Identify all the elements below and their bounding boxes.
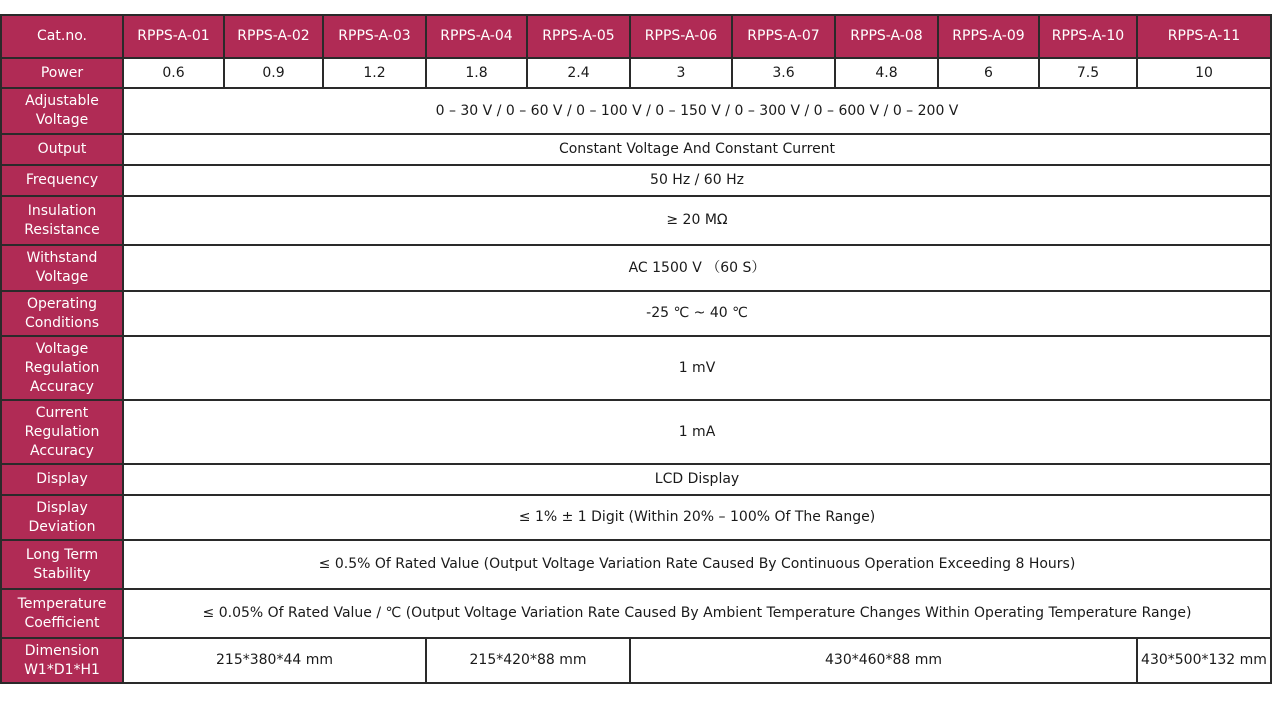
long-term-stability-row bbox=[1, 540, 1271, 589]
output-value: Constant Voltage And Constant Current bbox=[123, 134, 1271, 165]
power-value: 6 bbox=[938, 58, 1039, 88]
insulation-resistance-value: ≥ 20 MΩ bbox=[123, 196, 1271, 245]
spec-table bbox=[0, 14, 1272, 684]
power-label: Power bbox=[1, 58, 123, 88]
withstand-voltage-value: AC 1500 V （60 S） bbox=[123, 245, 1271, 291]
display-value: LCD Display bbox=[123, 464, 1271, 495]
voltage-regulation-label: Voltage Regulation Accuracy bbox=[1, 336, 123, 400]
display-deviation-value: ≤ 1% ± 1 Digit (Within 20% – 100% Of The Range) bbox=[123, 495, 1271, 540]
display-deviation-row bbox=[1, 495, 1271, 540]
long-term-stability-value: ≤ 0.5% Of Rated Value (Output Voltage Variation Rate Caused By Continuous Operation Exceeding 8 Hours) bbox=[123, 540, 1271, 589]
header-cell: RPPS-A-04 bbox=[426, 15, 527, 58]
voltage-regulation-value: 1 mV bbox=[123, 336, 1271, 400]
adjustable-voltage-value: 0 – 30 V / 0 – 60 V / 0 – 100 V / 0 – 150 V / 0 – 300 V / 0 – 600 V / 0 – 200 V bbox=[123, 88, 1271, 134]
header-cell: RPPS-A-07 bbox=[732, 15, 835, 58]
current-regulation-row bbox=[1, 400, 1271, 464]
output-row bbox=[1, 134, 1271, 165]
header-cell: RPPS-A-02 bbox=[224, 15, 323, 58]
power-row bbox=[1, 58, 1271, 88]
current-regulation-value: 1 mA bbox=[123, 400, 1271, 464]
header-cell: RPPS-A-06 bbox=[630, 15, 732, 58]
temperature-coefficient-label: Temperature Coefficient bbox=[1, 589, 123, 638]
display-label: Display bbox=[1, 464, 123, 495]
long-term-stability-label: Long Term Stability bbox=[1, 540, 123, 589]
withstand-voltage-label: Withstand Voltage bbox=[1, 245, 123, 291]
operating-conditions-value: -25 ℃ ~ 40 ℃ bbox=[123, 291, 1271, 336]
insulation-resistance-label: Insulation Resistance bbox=[1, 196, 123, 245]
temperature-coefficient-row bbox=[1, 589, 1271, 638]
power-value: 0.9 bbox=[224, 58, 323, 88]
power-value: 4.8 bbox=[835, 58, 938, 88]
header-cell: RPPS-A-09 bbox=[938, 15, 1039, 58]
dimension-row bbox=[1, 638, 1271, 683]
current-regulation-label: Current Regulation Accuracy bbox=[1, 400, 123, 464]
header-cell: RPPS-A-01 bbox=[123, 15, 224, 58]
display-row bbox=[1, 464, 1271, 495]
power-value: 1.2 bbox=[323, 58, 426, 88]
power-value: 1.8 bbox=[426, 58, 527, 88]
header-cell: RPPS-A-05 bbox=[527, 15, 630, 58]
frequency-row bbox=[1, 165, 1271, 196]
output-label: Output bbox=[1, 134, 123, 165]
voltage-regulation-row bbox=[1, 336, 1271, 400]
withstand-voltage-row bbox=[1, 245, 1271, 291]
dimension-value: 430*460*88 mm bbox=[630, 638, 1137, 683]
operating-conditions-label: Operating Conditions bbox=[1, 291, 123, 336]
frequency-value: 50 Hz / 60 Hz bbox=[123, 165, 1271, 196]
header-row bbox=[1, 15, 1271, 58]
power-value: 3.6 bbox=[732, 58, 835, 88]
operating-conditions-row bbox=[1, 291, 1271, 336]
dimension-value: 430*500*132 mm bbox=[1137, 638, 1271, 683]
frequency-label: Frequency bbox=[1, 165, 123, 196]
display-deviation-label: Display Deviation bbox=[1, 495, 123, 540]
dimension-value: 215*420*88 mm bbox=[426, 638, 630, 683]
header-cell: RPPS-A-11 bbox=[1137, 15, 1271, 58]
adjustable-voltage-row bbox=[1, 88, 1271, 134]
power-value: 0.6 bbox=[123, 58, 224, 88]
header-cell: RPPS-A-08 bbox=[835, 15, 938, 58]
header-cell: RPPS-A-10 bbox=[1039, 15, 1137, 58]
power-value: 3 bbox=[630, 58, 732, 88]
power-value: 2.4 bbox=[527, 58, 630, 88]
temperature-coefficient-value: ≤ 0.05% Of Rated Value / ℃ (Output Voltage Variation Rate Caused By Ambient Temperature Changes Within Operating Temperature Range) bbox=[123, 589, 1271, 638]
power-value: 7.5 bbox=[1039, 58, 1137, 88]
power-value: 10 bbox=[1137, 58, 1271, 88]
adjustable-voltage-label: Adjustable Voltage bbox=[1, 88, 123, 134]
dimension-value: 215*380*44 mm bbox=[123, 638, 426, 683]
header-cell: RPPS-A-03 bbox=[323, 15, 426, 58]
insulation-resistance-row bbox=[1, 196, 1271, 245]
dimension-label: Dimension W1*D1*H1 bbox=[1, 638, 123, 683]
header-label: Cat.no. bbox=[1, 15, 123, 58]
